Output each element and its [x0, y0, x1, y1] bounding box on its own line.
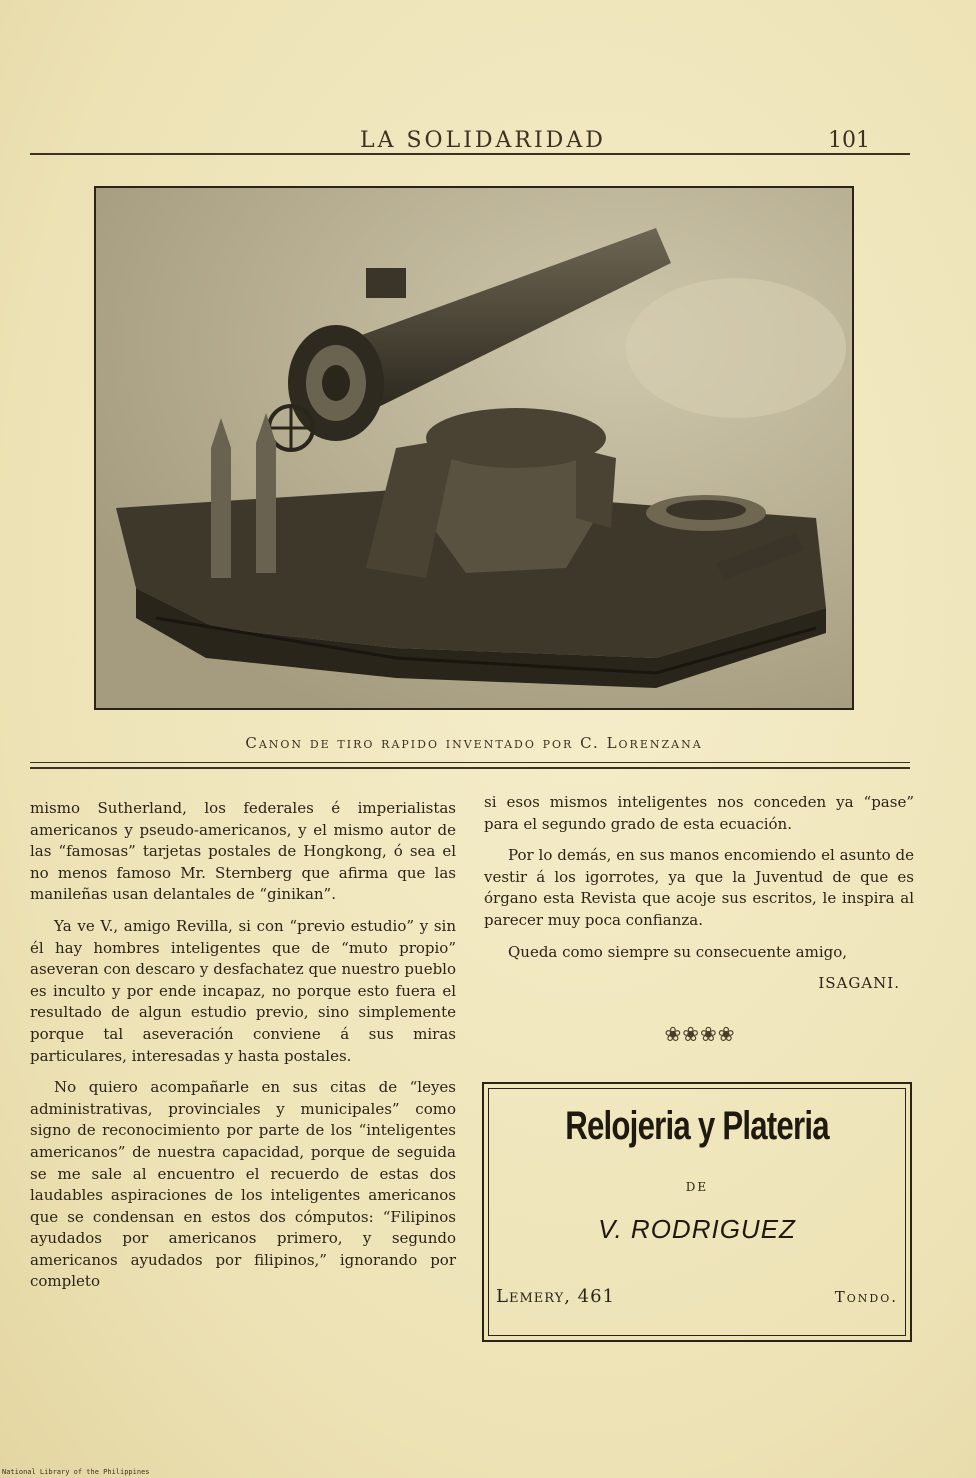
advertisement-title: Relojeria y Plateria [565, 1104, 829, 1148]
figure-caption: Canon de tiro rapido inventado por C. Lorenzana [245, 734, 703, 752]
left-paragraph-2: Ya ve V., amigo Revilla, si con “previo estudio” y sin él hay hombres inteligentes que de “muto propio” aseveran con descaro y desfachatez que nuestro pueblo es inculto y por ende incapaz, no porque esto fuera el resultado de algun estudio previo, sino simplemente porque tal aseveración conviene á sus miras particulares, interesadas y hasta postales. [30, 916, 456, 1065]
section-divider [30, 762, 910, 769]
left-column [30, 798, 456, 1303]
advertisement-connector: DE [685, 1180, 709, 1194]
advertisement [482, 1082, 912, 1342]
right-paragraph-3: Queda como siempre su consecuente amigo, [508, 942, 848, 961]
cannon-photograph [94, 186, 854, 710]
journal-title: LA SOLIDARIDAD [360, 128, 606, 153]
header-rule [30, 153, 910, 155]
right-column [484, 792, 914, 995]
right-paragraph-1: si esos mismos inteligentes nos conceden ya “pase” para el segundo grado de esta ecuación. [484, 793, 914, 833]
left-paragraph-1: mismo Sutherland, los federales é imperialistas americanos y pseudo-americanos, y el mismo autor de las “famosas” tarjetas postales de Hongkong, ó sea el no menos famoso Mr. Sternberg que afirma que las manileñas usan delantales de “ginikan”. [30, 799, 456, 904]
advertisement-town: Tondo. [834, 1288, 898, 1306]
advertisement-address: Lemery, 461 [496, 1286, 616, 1307]
left-paragraph-3: No quiero acompañarle en sus citas de “leyes administrativas, provinciales y municipales” como signo de reconocimiento por parte de los “inteligentes americanos” de nuestra capacidad, porque de seguida se me sale al encuentro el recuerdo de estas dos laudables aspiraciones de los inteligentes americanos que se condensan en estos dos cómputos: “Filipinos ayudados por americanos primero, y segundo americanos ayudados por filipinos,” ignorando por completo [30, 1078, 456, 1291]
page-header [30, 120, 910, 156]
right-paragraph-2: Por lo demás, en sus manos encomiendo el asunto de vestir á los igorrotes, ya que la Juventud de que es órgano esta Revista que acoje sus escritos, le inspira al parecer muy poca confianza. [484, 846, 914, 929]
advertisement-proprietor: V. RODRIGUEZ [598, 1214, 796, 1244]
cannon-illustration [96, 188, 852, 708]
page-number: 101 [828, 128, 870, 153]
author-signature: ISAGANI. [818, 974, 900, 993]
archive-credit: National Library of the Philippines [2, 1468, 150, 1476]
ornament-flourish-icon: ❀❀❀❀ [664, 1022, 736, 1046]
